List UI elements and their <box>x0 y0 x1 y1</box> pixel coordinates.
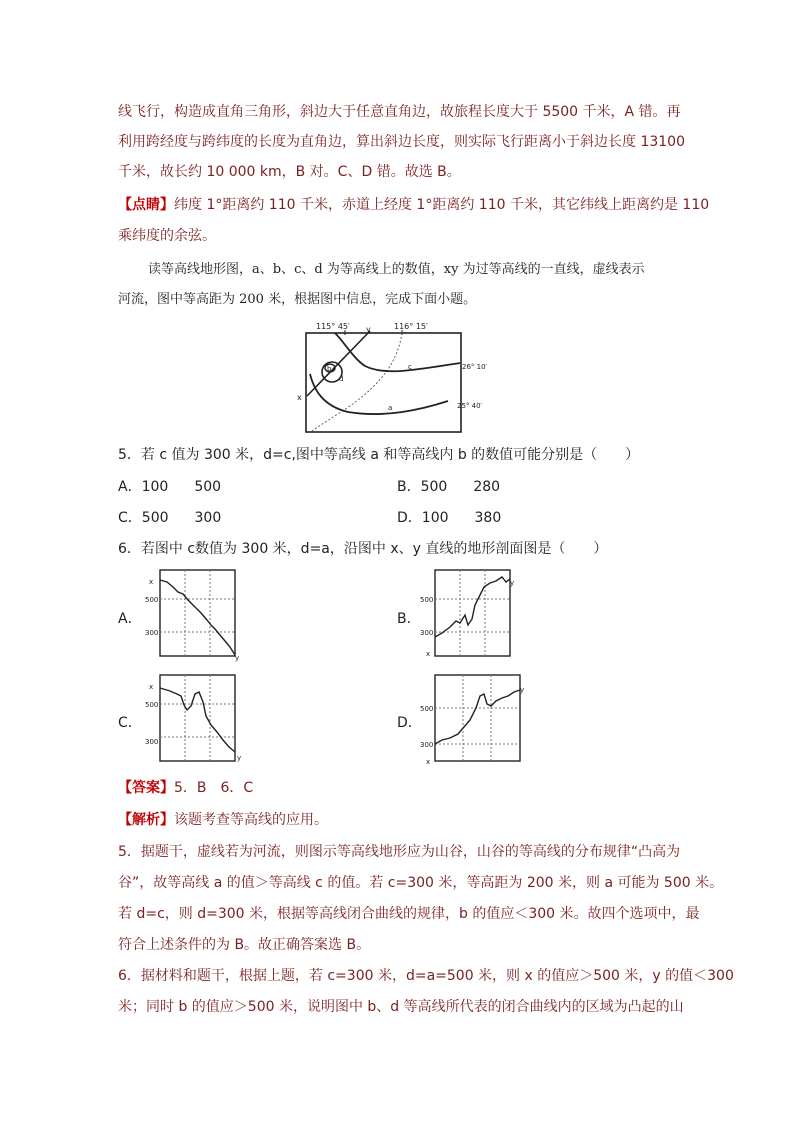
q5-option-b[interactable] <box>397 477 500 497</box>
q6-b-y: y <box>510 579 515 587</box>
q6-profile-b[interactable] <box>420 567 520 663</box>
analysis-intro-line <box>118 810 328 830</box>
q6-c-profile-line <box>160 688 235 752</box>
answer-tag: 【答案】 <box>118 780 174 796</box>
q6-a-x: x <box>149 578 154 586</box>
q6-c-tick-300: 300 <box>145 738 159 746</box>
q6-d-profile-line <box>435 690 520 744</box>
explanation-line-1: 线飞行，构造成直角三角形，斜边大于任意直角边，故旅程长度大于 5500 千米，A 错。再 <box>118 104 681 120</box>
material-line-2: 河流，图中等高距为 200 米，根据图中信息，完成下面小题。 <box>118 292 477 307</box>
tip-text-1: 纬度 1°距离约 110 千米，赤道上经度 1°距离约 110 千米，其它纬线上距离约是 110 <box>174 197 710 213</box>
analysis-q5-line-2: 谷”，故等高线 a 的值＞等高线 c 的值。若 c=300 米，等高距为 200 米，则 a 可能为 500 米。 <box>118 875 724 891</box>
q6-option-c-label[interactable]: C． <box>118 715 142 731</box>
q5-option-c[interactable] <box>118 508 221 528</box>
q5-option-a-label: A． <box>118 479 142 495</box>
q6-option-b-label[interactable]: B． <box>397 611 421 627</box>
map-label-b: b <box>327 365 332 373</box>
map-label-x: x <box>297 393 302 402</box>
analysis-q6-line-1: 6．据材料和题干，根据上题，若 c=300 米，d=a=500 米，则 x 的值应＞500 米，y 的值＜300 <box>118 968 734 984</box>
q5-option-c-label: C． <box>118 510 142 526</box>
q6-b-tick-300: 300 <box>420 629 434 637</box>
tip-tag: 【点睛】 <box>118 197 174 213</box>
q5-option-a-value-2: 500 <box>194 479 222 495</box>
q6-profile-d[interactable] <box>420 672 530 768</box>
q6-d-y: y <box>520 686 525 694</box>
q5-option-b-label: B． <box>397 479 421 495</box>
q5-option-d[interactable] <box>397 508 501 528</box>
tip-line-1 <box>118 195 709 215</box>
answer-line <box>118 778 253 798</box>
explanation-line-2: 利用跨经度与跨纬度的长度为直角边，算出斜边长度，则实际飞行距离小于斜边长度 13100 <box>118 134 685 150</box>
q5-option-a-value-1: 100 <box>141 479 169 495</box>
contour-c <box>335 333 460 371</box>
river-dashed-line <box>312 333 402 431</box>
q5-stem: 5．若 c 值为 300 米，d=c,图中等高线 a 和等高线内 b 的数值可能分别是（ ） <box>118 447 640 463</box>
map-label-c: c <box>408 363 412 371</box>
q6-a-profile-line <box>160 580 235 655</box>
q5-option-d-label: D． <box>397 510 422 526</box>
answer-text: 5．B 6．C <box>174 780 254 796</box>
map-label-y: y <box>366 325 371 334</box>
analysis-intro: 该题考查等高线的应用。 <box>174 812 328 828</box>
map-frame <box>306 333 461 432</box>
material-line-1: 读等高线地形图，a、b、c、d 为等高线上的数值，xy 为过等高线的一直线，虚线表示 <box>148 262 645 277</box>
q6-d-tick-300: 300 <box>420 741 434 749</box>
map-lat-label-2: 25° 40′ <box>457 402 483 410</box>
q6-a-y: y <box>235 654 240 662</box>
q6-c-x: x <box>149 683 154 691</box>
q6-d-x: x <box>426 758 431 766</box>
analysis-q5-line-1: 5．据题干，虚线若为河流，则图示等高线地形应为山谷，山谷的等高线的分布规律“凸高为 <box>118 844 681 860</box>
q5-option-a[interactable] <box>118 477 221 497</box>
q6-c-y: y <box>237 754 242 762</box>
q5-option-d-value-2: 380 <box>474 510 502 526</box>
q6-b-profile-line <box>435 577 510 637</box>
analysis-tag: 【解析】 <box>118 812 174 828</box>
q6-a-tick-500: 500 <box>145 596 159 604</box>
q5-option-b-value-2: 280 <box>473 479 501 495</box>
q6-c-tick-500: 500 <box>145 701 159 709</box>
map-label-a: a <box>388 404 393 412</box>
map-lon-label-2: 116° 15′ <box>394 322 428 331</box>
q6-b-x: x <box>426 650 431 658</box>
tip-line-2: 乘纬度的余弦。 <box>118 228 216 244</box>
q6-d-tick-500: 500 <box>420 705 434 713</box>
q5-option-c-value-2: 300 <box>194 510 222 526</box>
q6-profile-c[interactable] <box>145 672 245 768</box>
q6-option-a-label[interactable]: A． <box>118 611 142 627</box>
q5-option-c-value-1: 500 <box>141 510 169 526</box>
map-lat-label-1: 26° 10′ <box>462 363 488 371</box>
explanation-line-3: 千米，故长约 10 000 km，B 对。C、D 错。故选 B。 <box>118 164 461 180</box>
q6-option-d-label[interactable]: D． <box>397 715 422 731</box>
q6-profile-a[interactable] <box>145 567 245 663</box>
contour-map <box>290 318 510 436</box>
q5-option-d-value-1: 100 <box>421 510 449 526</box>
map-lon-label-1: 115° 45′ <box>316 322 350 331</box>
q6-b-tick-500: 500 <box>420 596 434 604</box>
q6-stem: 6．若图中 c数值为 300 米，d=a，沿图中 x、y 直线的地形剖面图是（ ） <box>118 541 608 557</box>
q5-option-b-value-1: 500 <box>420 479 448 495</box>
analysis-q6-line-2: 米；同时 b 的值应＞500 米，说明图中 b、d 等高线所代表的闭合曲线内的区域为凸起的山 <box>118 999 684 1015</box>
map-label-d: d <box>339 375 344 383</box>
q6-a-tick-300: 300 <box>145 629 159 637</box>
analysis-q5-line-4: 符合上述条件的为 B。故正确答案选 B。 <box>118 937 371 953</box>
analysis-q5-line-3: 若 d=c，则 d=300 米，根据等高线闭合曲线的规律，b 的值应＜300 米。故四个选项中，最 <box>118 906 700 922</box>
